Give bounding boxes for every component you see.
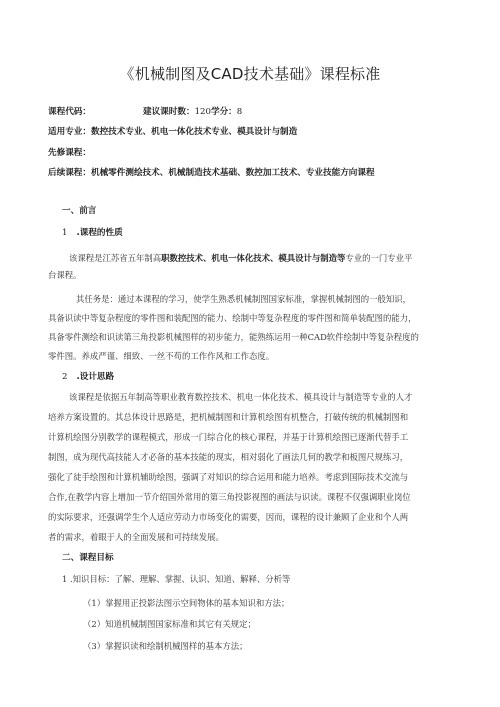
nature-paragraph-line <box>69 249 412 268</box>
nature-paragraph-line: 台课程。 <box>48 270 82 280</box>
followup-label: 后续课程： <box>48 168 91 178</box>
followup-value: 机械零件测绘技术、机械制造技术基础、数控加工技术、专业技能方向课程 <box>90 168 375 178</box>
course-code-line <box>48 105 242 117</box>
section-heading-intro: 一、前言 <box>62 206 97 216</box>
task-paragraph-line: 其任务是：通过本课程的学习，使学生熟悉机械制图国家标准，掌握机械制图的一般知识， <box>76 294 411 304</box>
knowledge-goal-line: 1 .知识目标：了解、理解、掌握、认识、知道、解释、分析等 <box>62 574 291 584</box>
hours-label: 建议课时数： <box>142 107 195 117</box>
task-paragraph-line: 零件图。养成严谨、细致、一丝不苟的工作作风和工作态度。 <box>48 351 275 361</box>
hours-value: 120 <box>194 107 211 117</box>
subsection-number: 2 <box>62 372 68 382</box>
subsection-design <box>62 370 114 382</box>
text-span: 该课程是江苏省五年制高 <box>69 253 162 263</box>
task-paragraph-line: 具备零件测绘和识读第三角投影机械图样的初步能力，能熟练运用一种CAD软件绘制中等复杂程度的 <box>48 332 419 342</box>
major-label: 适用专业： <box>48 127 91 137</box>
subsection-title: .设计思路 <box>76 372 115 382</box>
design-paragraph-line: 的实际要求，还强调学生个人适应劳动力市场变化的需要，因而，课程的设计兼顾了企业和个人两 <box>48 512 409 522</box>
subsection-number: 1 <box>62 228 68 238</box>
task-paragraph-line: 具备识读中等复杂程度的零件图和装配图的能力、绘制中等复杂程度的零件图和简单装配图的能力， <box>48 313 417 323</box>
design-paragraph-line: 合作,在教学内容上增加一节介绍国外常用的第三角投影视图的画法与识读。课程不仅强调职业岗位 <box>48 492 411 502</box>
list-item: （2）知道机械制图国家标准和其它有关规定； <box>83 619 256 629</box>
design-paragraph-line: 者的需求，着眼于人的全面发展和可持续发展。 <box>48 532 224 542</box>
list-item: （1）掌握用正投影法图示空间物体的基本知识和方法； <box>83 598 290 608</box>
prereq-line <box>48 146 91 158</box>
followup-line <box>48 166 375 178</box>
credits-label: 学分： <box>210 107 237 117</box>
page-title: 《机械制图及CAD技术基础》课程标准 <box>119 65 381 83</box>
course-code-label: 课程代码： <box>48 107 91 117</box>
major-value: 数控技术专业、机电一体化技术专业、模具设计与制造 <box>90 127 298 137</box>
design-paragraph-line: 该课程是依据五年制高等职业教育数控技术、机电一体化技术、模具设计与制造等专业的人才 <box>69 392 413 402</box>
list-item: （3）掌握识读和绘制机械图样的基本方法； <box>83 641 248 651</box>
section-heading-goals: 二、课程目标 <box>62 553 114 563</box>
text-span-bold: 职数控技术、机电一体化技术、模具设计与制造等 <box>161 253 346 263</box>
design-paragraph-line: 制图，成为现代高技能人才必备的基本技能的现实，相对弱化了画法几何的教学和板图尺规练习， <box>48 452 409 462</box>
design-paragraph-line: 计算机绘图分别教学的课程模式，形成一门综合化的核心课程，并基于计算机绘图已逐渐代替手工 <box>48 432 409 442</box>
design-paragraph-line: 培养方案设置的。其总体设计思路是，把机械制图和计算机绘图有机整合，打破传统的机械制图和 <box>48 412 409 422</box>
text-span: 专业的一门专业平 <box>345 253 413 263</box>
subsection-title: .课程的性质 <box>76 228 123 238</box>
subsection-nature <box>62 226 123 238</box>
major-line <box>48 125 297 137</box>
credits-value: 8 <box>236 107 243 117</box>
prereq-label: 先修课程： <box>48 148 91 158</box>
design-paragraph-line: 强化了徒手绘图和计算机辅助绘图，强调了对知识的综合运用和能力培养。考虑到国际技术交流与 <box>48 472 409 482</box>
